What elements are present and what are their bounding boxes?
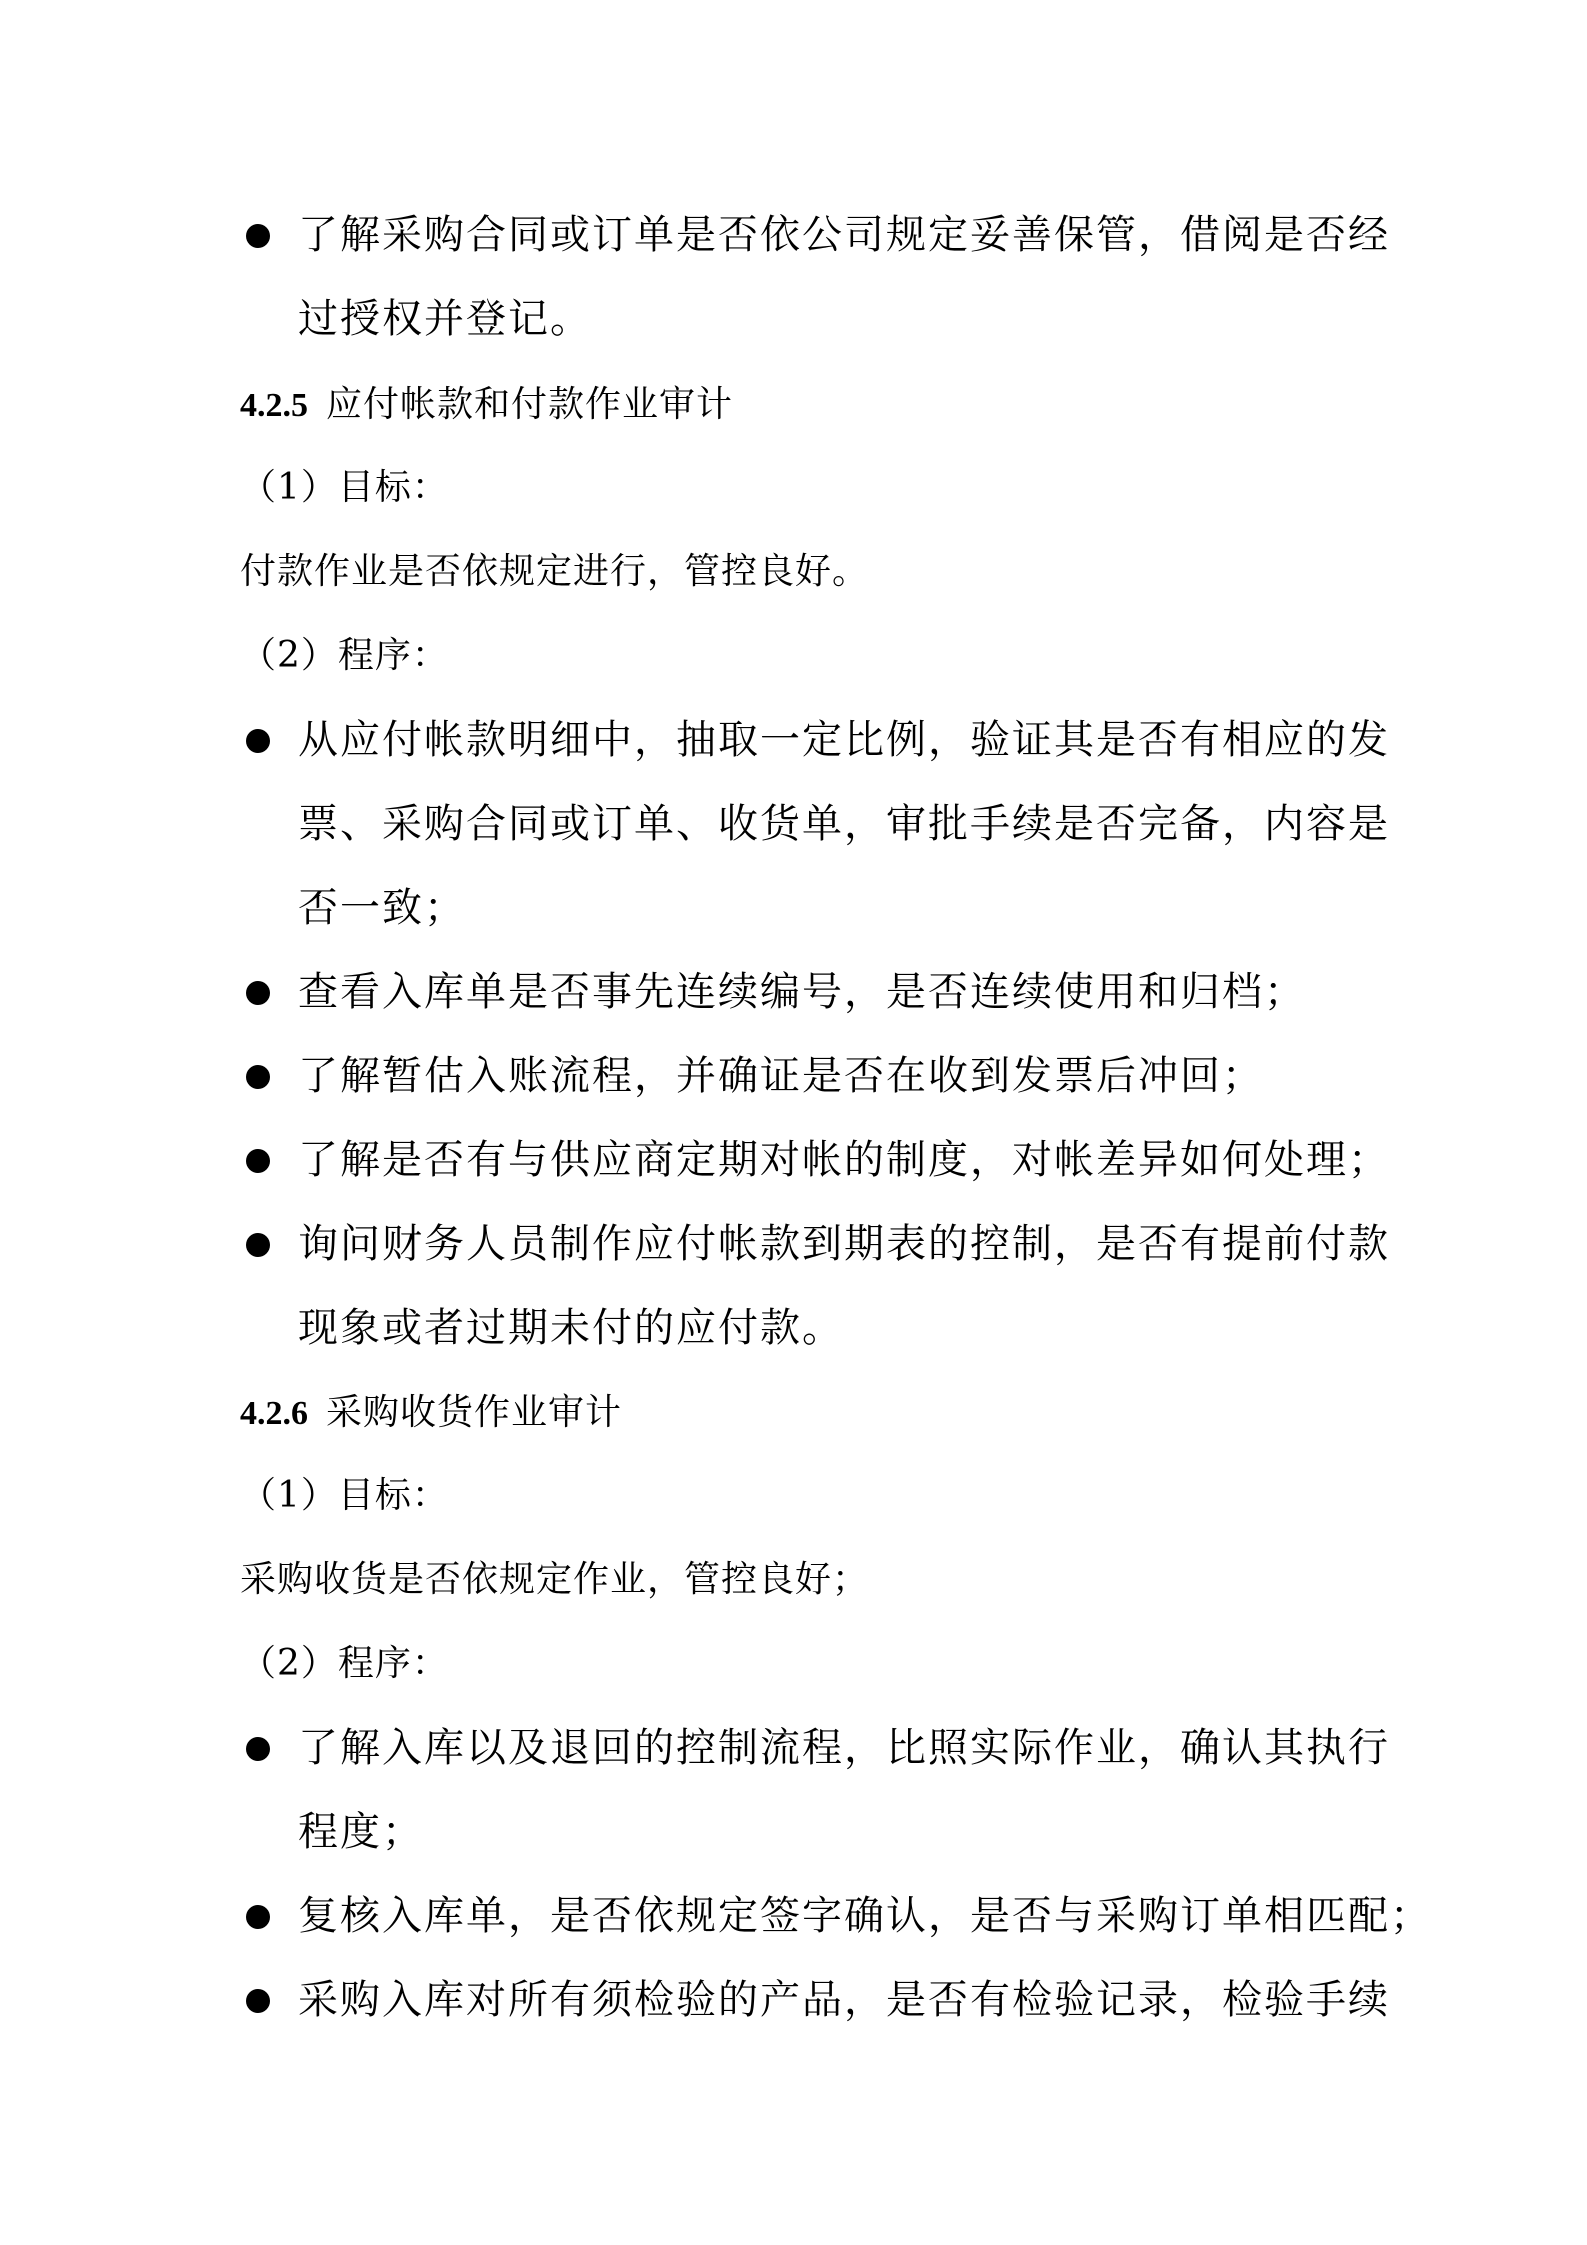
text-line: 票、采购合同或订单、收货单，审批手续是否完备，内容是 bbox=[298, 801, 1390, 847]
bullet-icon bbox=[246, 1905, 270, 1929]
subheading-goal: （1）目标： bbox=[240, 1475, 449, 1516]
text-line: 采购入库对所有须检验的产品，是否有检验记录，检验手续 bbox=[298, 1977, 1390, 2023]
text-line: 过授权并登记。 bbox=[298, 296, 592, 342]
text-line: 了解是否有与供应商定期对帐的制度，对帐差异如何处理； bbox=[298, 1137, 1390, 1183]
text-line: 程度； bbox=[298, 1809, 424, 1855]
section-number: 4.2.6 bbox=[240, 1395, 308, 1432]
text-line: 从应付帐款明细中，抽取一定比例，验证其是否有相应的发 bbox=[298, 717, 1390, 763]
section-heading bbox=[240, 1370, 622, 1456]
bullet-icon bbox=[246, 981, 270, 1005]
subheading-procedure: （2）程序： bbox=[240, 635, 449, 676]
list-item-text bbox=[298, 1706, 1390, 1874]
bullet-icon bbox=[246, 1149, 270, 1173]
bullet-icon bbox=[246, 1989, 270, 2013]
bullet-icon bbox=[246, 729, 270, 753]
text-line: 查看入库单是否事先连续编号，是否连续使用和归档； bbox=[298, 969, 1306, 1015]
paragraph: 采购收货是否依规定作业，管控良好； bbox=[240, 1559, 870, 1600]
bullet-icon bbox=[246, 224, 270, 248]
text-line: 复核入库单，是否依规定签字确认，是否与采购订单相匹配； bbox=[298, 1893, 1432, 1939]
subheading-procedure: （2）程序： bbox=[240, 1643, 449, 1684]
section-title: 应付帐款和付款作业审计 bbox=[326, 384, 734, 425]
text-line: 否一致； bbox=[298, 885, 466, 931]
bullet-icon bbox=[246, 1065, 270, 1089]
text-line: 现象或者过期未付的应付款。 bbox=[298, 1305, 844, 1351]
list-item-text bbox=[298, 1202, 1390, 1370]
list-item-text bbox=[298, 1874, 1432, 1958]
list-item-text bbox=[298, 1034, 1360, 1118]
list-item-text bbox=[298, 193, 1390, 361]
section-heading bbox=[240, 362, 733, 448]
text-line: 询问财务人员制作应付帐款到期表的控制，是否有提前付款 bbox=[298, 1221, 1390, 1267]
text-line: 了解暂估入账流程，并确证是否在收到发票后冲回； bbox=[298, 1053, 1264, 1099]
text-line: 了解入库以及退回的控制流程，比照实际作业，确认其执行 bbox=[298, 1725, 1390, 1771]
list-item-text bbox=[298, 1118, 1390, 1202]
subheading-goal: （1）目标： bbox=[240, 467, 449, 508]
list-item-text bbox=[298, 950, 1360, 1034]
text-line: 了解采购合同或订单是否依公司规定妥善保管，借阅是否经 bbox=[298, 212, 1390, 258]
paragraph: 付款作业是否依规定进行，管控良好。 bbox=[240, 551, 870, 592]
section-number: 4.2.5 bbox=[240, 387, 308, 424]
list-item-text bbox=[298, 1958, 1390, 2042]
bullet-icon bbox=[246, 1737, 270, 1761]
list-item-text bbox=[298, 698, 1390, 950]
bullet-icon bbox=[246, 1233, 270, 1257]
section-title: 采购收货作业审计 bbox=[326, 1392, 623, 1433]
